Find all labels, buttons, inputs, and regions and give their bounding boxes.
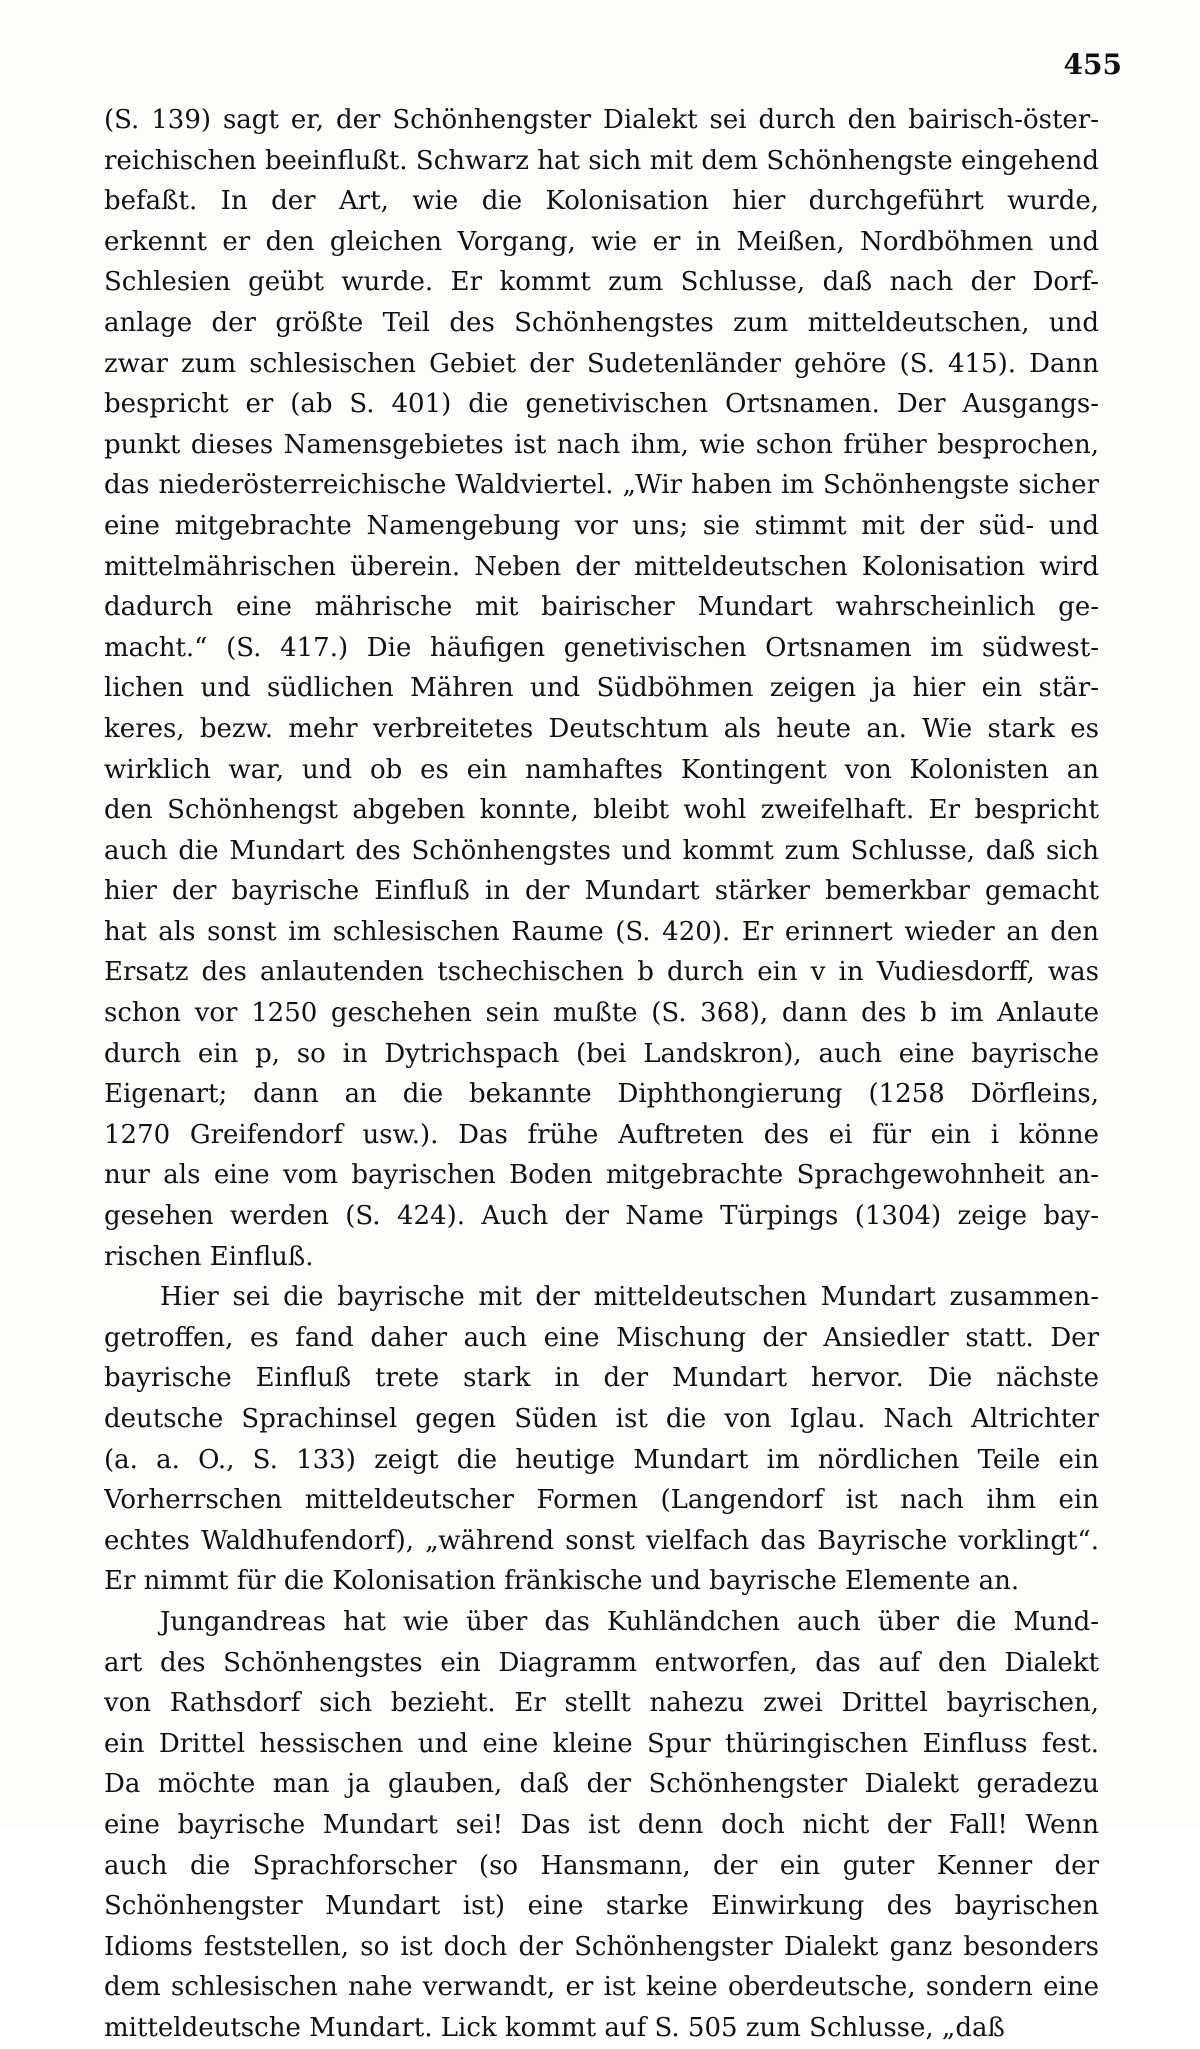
text-line: auch die Mundart des Schönhengstes und kommt zum Schlusse, daß sich <box>104 835 1099 866</box>
text-line: anlage der größte Teil des Schönhengstes zum mitteldeutschen, und <box>104 307 1099 338</box>
text-line: echtes Waldhufendorf), „während sonst vielfach das Bayrische vorklingt“. <box>104 1525 1099 1556</box>
text-line: schon vor 1250 geschehen sein mußte (S. 368), dann des b im Anlaute <box>104 998 1099 1029</box>
text-line: deutsche Sprachinsel gegen Süden ist die von Iglau. Nach Altrichter <box>104 1404 1099 1434</box>
text-line: Jungandreas hat wie über das Kuhländchen auch über die Mund- <box>160 1606 1099 1637</box>
text-line: befaßt. In der Art, wie die Kolonisation hier durchgeführt wurde, <box>104 186 1099 217</box>
text-line: bespricht er (ab S. 401) die genetivischen Ortsnamen. Der Ausgangs- <box>104 389 1099 420</box>
text-line: mitteldeutsche Mundart. Lick kommt auf S. 505 zum Schlusse, „daß <box>104 2012 1005 2043</box>
text-line: das niederösterreichische Waldviertel. „Wir haben im Schönhengste sicher <box>104 470 1099 501</box>
text-line: auch die Sprachforscher (so Hansmann, der ein guter Kenner der <box>104 1850 1099 1881</box>
body-text <box>104 100 1099 2049</box>
text-line: keres, bezw. mehr verbreitetes Deutschtum als heute an. Wie stark es <box>104 713 1099 744</box>
text-line: reichischen beeinflußt. Schwarz hat sich mit dem Schönhengste eingehend <box>104 145 1099 176</box>
text-line: hat als sonst im schlesischen Raume (S. 420). Er erinnert wieder an den <box>104 916 1099 947</box>
paragraph <box>104 1602 1099 2049</box>
text-line: Er nimmt für die Kolonisation fränkische und bayrische Elemente an. <box>104 1566 1020 1597</box>
paragraph <box>104 1277 1099 1602</box>
text-line: zwar zum schlesischen Gebiet der Sudetenländer gehöre (S. 415). Dann <box>104 348 1099 379</box>
text-line: hier der bayrische Einfluß in der Mundart stärker bemerkbar gemacht <box>104 876 1099 907</box>
text-line: ein Drittel hessischen und eine kleine Spur thüringischen Einfluss fest. <box>104 1728 1099 1759</box>
page-number: 455 <box>1063 48 1122 81</box>
text-line: nur als eine vom bayrischen Boden mitgebrachte Sprachgewohnheit an- <box>104 1160 1099 1191</box>
text-line: mittelmährischen überein. Neben der mitteldeutschen Kolonisation wird <box>104 551 1099 582</box>
text-line: gesehen werden (S. 424). Auch der Name Türpings (1304) zeige bay- <box>104 1201 1099 1232</box>
text-line: von Rathsdorf sich bezieht. Er stellt nahezu zwei Drittel bayrischen, <box>104 1688 1099 1719</box>
text-line: dadurch eine mährische mit bairischer Mundart wahrscheinlich ge- <box>104 592 1099 623</box>
text-line: 1270 Greifendorf usw.). Das frühe Auftreten des ei für ein i könne <box>104 1119 1099 1150</box>
text-line: eine bayrische Mundart sei! Das ist denn doch nicht der Fall! Wenn <box>104 1809 1099 1840</box>
text-line: eine mitgebrachte Namengebung vor uns; sie stimmt mit der süd- und <box>104 510 1099 541</box>
text-line: (S. 139) sagt er, der Schönhengster Dialekt sei durch den bairisch-öster- <box>104 105 1099 135</box>
text-line: Idioms feststellen, so ist doch der Schönhengster Dialekt ganz besonders <box>104 1931 1099 1962</box>
text-line: macht.“ (S. 417.) Die häufigen genetivischen Ortsnamen im südwest- <box>104 632 1099 663</box>
text-line: Ersatz des anlautenden tschechischen b durch ein v in Vudiesdorff, was <box>104 957 1099 988</box>
text-line: durch ein p, so in Dytrichspach (bei Landskron), auch eine bayrische <box>104 1038 1099 1069</box>
text-line: Da möchte man ja glauben, daß der Schönhengster Dialekt geradezu <box>104 1769 1099 1800</box>
text-line: getroffen, es fand daher auch eine Mischung der Ansiedler statt. Der <box>104 1322 1099 1353</box>
text-line: lichen und südlichen Mähren und Südböhmen zeigen ja hier ein stär- <box>104 673 1099 704</box>
text-line: dem schlesischen nahe verwandt, er ist keine oberdeutsche, sondern eine <box>104 1972 1099 2003</box>
text-line: Schönhengster Mundart ist) eine starke Einwirkung des bayrischen <box>104 1891 1099 1922</box>
text-line: art des Schönhengstes ein Diagramm entworfen, das auf den Dialekt <box>104 1647 1099 1678</box>
text-line: erkennt er den gleichen Vorgang, wie er in Meißen, Nordböhmen und <box>104 226 1099 257</box>
text-line: bayrische Einfluß trete stark in der Mundart hervor. Die nächste <box>104 1363 1099 1394</box>
text-line: Hier sei die bayrische mit der mitteldeutschen Mundart zusammen- <box>160 1282 1099 1313</box>
text-line: wirklich war, und ob es ein namhaftes Kontingent von Kolonisten an <box>104 754 1099 785</box>
text-line: den Schönhengst abgeben konnte, bleibt wohl zweifelhaft. Er bespricht <box>104 795 1099 826</box>
text-line: punkt dieses Namensgebietes ist nach ihm, wie schon früher besprochen, <box>104 429 1099 460</box>
paragraph <box>104 100 1099 1277</box>
text-line: rischen Einfluß. <box>104 1241 314 1272</box>
text-line: Vorherrschen mitteldeutscher Formen (Langendorf ist nach ihm ein <box>104 1485 1099 1516</box>
text-line: (a. a. O., S. 133) zeigt die heutige Mundart im nördlichen Teile ein <box>104 1444 1099 1475</box>
text-line: Schlesien geübt wurde. Er kommt zum Schlusse, daß nach der Dorf- <box>104 267 1099 298</box>
text-line: Eigenart; dann an die bekannte Diphthongierung (1258 Dörfleins, <box>104 1079 1099 1110</box>
